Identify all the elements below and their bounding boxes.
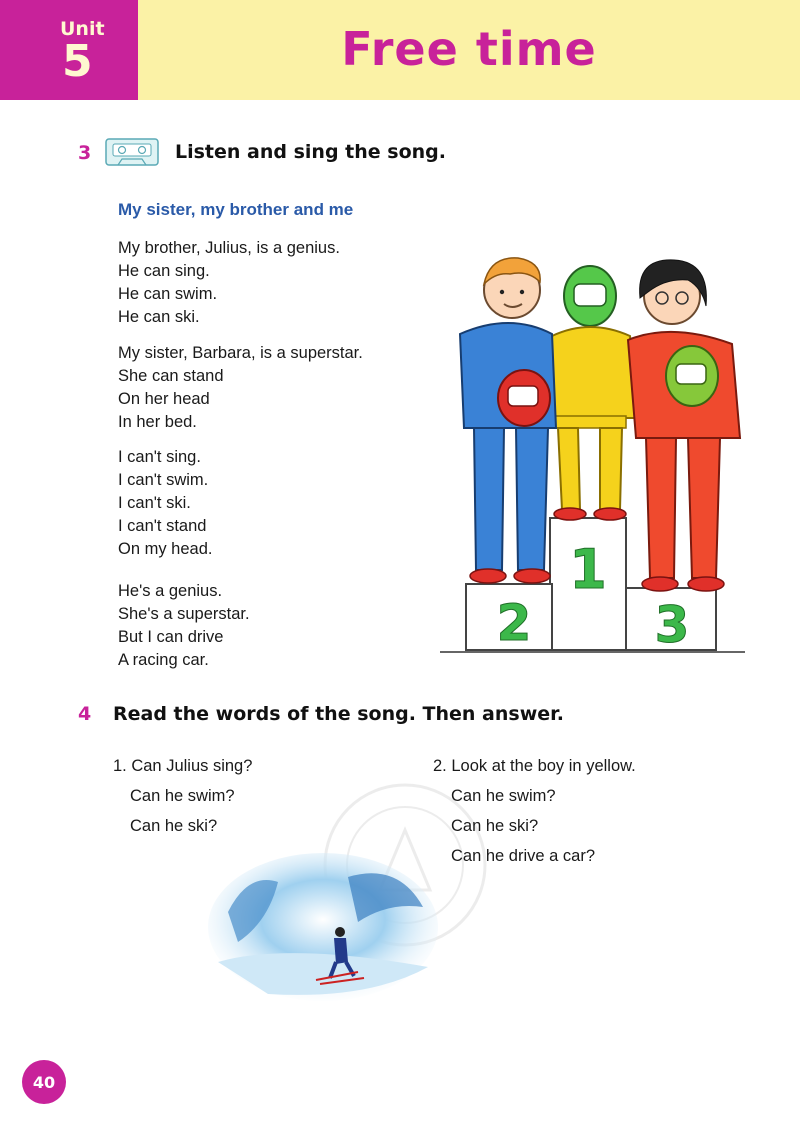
song-line: I can't sing.	[118, 448, 201, 466]
song-line: I can't ski.	[118, 494, 191, 512]
red-racer	[628, 260, 740, 591]
cassette-tape-icon	[104, 136, 160, 168]
stanza-2	[118, 342, 363, 434]
song-line: In her bed.	[118, 413, 197, 431]
question-2b: Can he swim?	[451, 787, 556, 805]
section-3-heading: Listen and sing the song.	[175, 141, 446, 163]
song-line: My brother, Julius, is a genius.	[118, 239, 340, 257]
unit-number: 5	[62, 36, 93, 87]
song-line: She can stand	[118, 367, 224, 385]
stanza-1	[118, 237, 340, 329]
song-line: I can't stand	[118, 517, 207, 535]
question-1: 1. Can Julius sing?	[113, 757, 253, 775]
stanza-4	[118, 580, 250, 672]
unit-label: Unit	[60, 18, 105, 40]
question-1b: Can he swim?	[130, 787, 235, 805]
song-line: He can swim.	[118, 285, 218, 303]
podium-label-3: 3	[654, 596, 690, 654]
skier-photo	[208, 852, 438, 1002]
podium-label-1: 1	[569, 538, 607, 601]
song-title: My sister, my brother and me	[118, 200, 354, 219]
song-line: On my head.	[118, 540, 213, 558]
song-line: A racing car.	[118, 651, 209, 669]
section-3-number: 3	[78, 142, 92, 164]
yellow-racer	[544, 266, 638, 520]
question-2: 2. Look at the boy in yellow.	[433, 757, 636, 775]
podium-illustration	[440, 248, 750, 658]
song-line: He can sing.	[118, 262, 210, 280]
question-2d: Can he drive a car?	[451, 847, 595, 865]
page-number: 40	[22, 1060, 66, 1104]
title-band	[138, 0, 800, 100]
podium-label-2: 2	[496, 594, 532, 652]
blue-racer	[460, 258, 556, 583]
question-1c: Can he ski?	[130, 817, 218, 835]
song-line: She's a superstar.	[118, 605, 250, 623]
section-4-number: 4	[78, 703, 92, 725]
song-line: But I can drive	[118, 628, 224, 646]
song-line: On her head	[118, 390, 210, 408]
unit-box	[0, 0, 138, 100]
page-title: Free time	[341, 22, 597, 76]
stanza-3	[118, 446, 212, 561]
song-line: My sister, Barbara, is a superstar.	[118, 344, 363, 362]
question-2c: Can he ski?	[451, 817, 539, 835]
song-line: He can ski.	[118, 308, 200, 326]
section-4-heading: Read the words of the song. Then answer.	[113, 703, 565, 725]
song-line: I can't swim.	[118, 471, 209, 489]
song-line: He's a genius.	[118, 582, 223, 600]
